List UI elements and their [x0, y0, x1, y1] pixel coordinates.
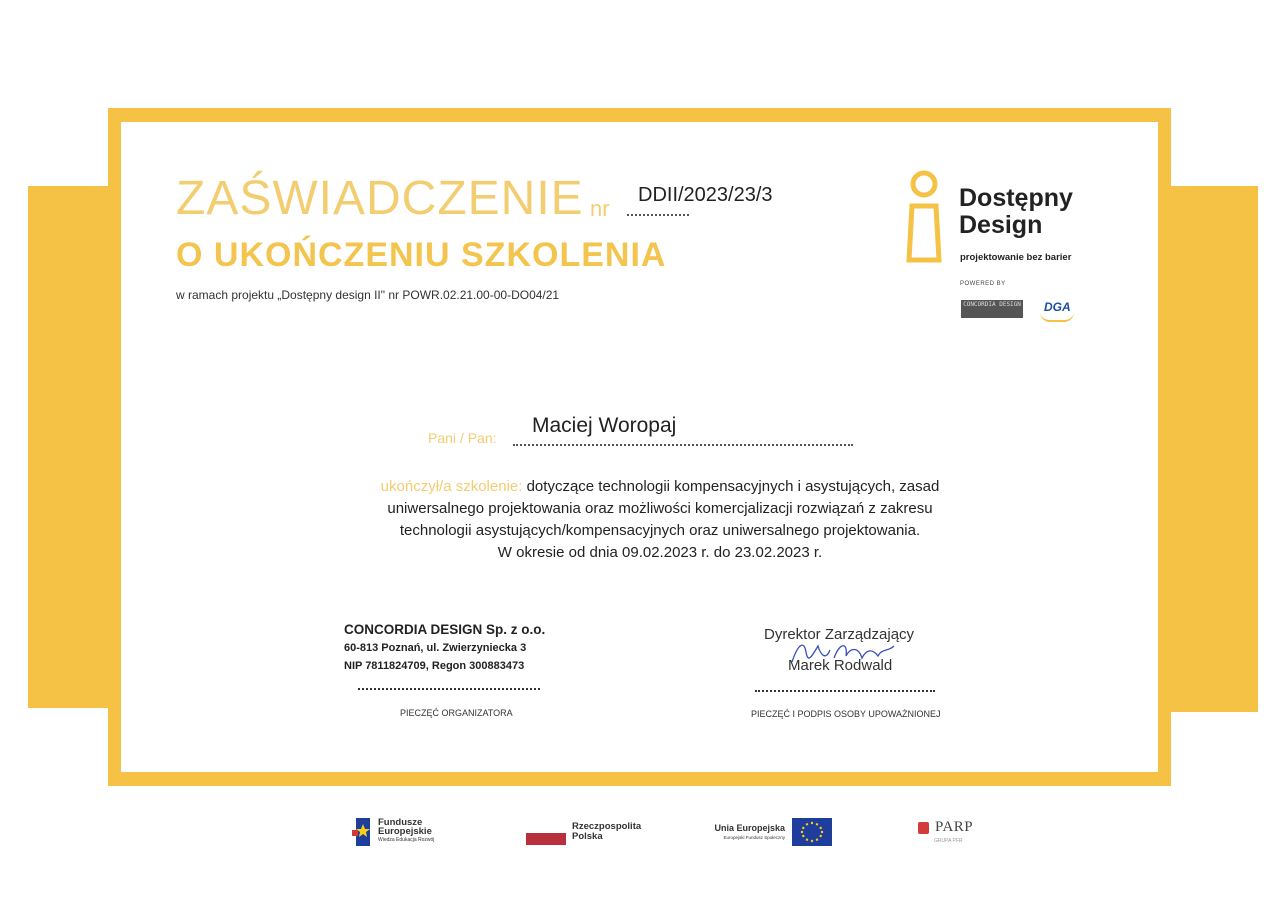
- course-line-3: technologii asystujących/kompensacyjnych oraz uniwersalnego projektowania.: [399, 522, 921, 539]
- logo-name-line1: Dostępny: [959, 184, 1073, 212]
- organizer-stamp: [344, 621, 545, 675]
- polish-flag-icon: [526, 825, 566, 845]
- rzeczpospolita-polska-logo: [572, 822, 641, 842]
- powered-by-label: POWERED BY: [960, 281, 1006, 287]
- organizer-ids: NIP 7811824709, Regon 300883473: [344, 660, 525, 672]
- course-line-1: [340, 476, 980, 498]
- pl-line2: Polska: [572, 831, 603, 842]
- logo-name: [959, 185, 1073, 239]
- fundusze-europejskie-icon: [352, 816, 374, 848]
- fe-line1: Fundusze: [378, 817, 423, 828]
- signatory-title: Dyrektor Zarządzający: [764, 626, 915, 643]
- organizer-name: CONCORDIA DESIGN Sp. z o.o.: [344, 622, 546, 637]
- unia-europejska-logo: [700, 823, 785, 843]
- dga-logo: DGA: [1044, 300, 1071, 314]
- eu-line1: Unia Europejska: [714, 823, 785, 833]
- signatory-dotted-line: [755, 684, 935, 692]
- course-text-1: dotyczące technologii kompensacyjnych i asystujących, zasad: [526, 478, 940, 495]
- organizer-dotted-line: [358, 682, 540, 690]
- concordia-design-logo: CONCORDIA DESIGN: [961, 300, 1023, 318]
- dostepny-design-logo-icon: [904, 170, 944, 266]
- frame-side-right: [1166, 186, 1258, 712]
- eu-flag-icon: [792, 818, 832, 846]
- parp-sub: GRUPA PFR: [934, 838, 963, 844]
- logo-tagline: projektowanie bez barier: [960, 252, 1072, 263]
- course-line-2: uniwersalnego projektowania oraz możliwości komercjalizacji rozwiązań z zakresu: [387, 500, 933, 517]
- parp-logo: PARP: [935, 819, 974, 835]
- recipient-label: Pani / Pan:: [428, 430, 497, 446]
- course-dates: W okresie od dnia 09.02.2023 r. do 23.02.2023 r.: [497, 544, 823, 561]
- frame-side-left: [28, 186, 118, 708]
- logo-name-line2: Design: [959, 211, 1043, 239]
- fundusze-europejskie-logo: [378, 818, 434, 845]
- recipient-name: Maciej Woropaj: [532, 414, 677, 437]
- pl-line1: Rzeczpospolita: [572, 821, 642, 832]
- signatory-name: Marek Rodwald: [788, 657, 893, 674]
- signatory-stamp-label: PIECZĘĆ I PODPIS OSOBY UPOWAŻNIONEJ: [751, 709, 941, 719]
- project-reference: w ramach projektu „Dostępny design II" nr POWR.02.21.00-00-DO04/21: [176, 288, 560, 302]
- fe-line2: Europejskie: [378, 826, 432, 837]
- certificate-subtitle: O UKOŃCZENIU SZKOLENIA: [176, 236, 667, 274]
- number-label: nr: [590, 196, 610, 221]
- certificate-number: DDII/2023/23/3: [638, 184, 773, 206]
- dga-swoosh-icon: [1040, 312, 1074, 322]
- parp-icon: [918, 822, 929, 834]
- organizer-stamp-label: PIECZĘĆ ORGANIZATORA: [400, 708, 513, 718]
- certificate-title: ZAŚWIADCZENIE: [176, 172, 584, 225]
- organizer-address: 60-813 Poznań, ul. Zwierzyniecka 3: [344, 642, 527, 654]
- course-description: [340, 476, 980, 564]
- fe-sub: Wiedza Edukacja Rozwój: [378, 837, 435, 843]
- course-label: ukończył/a szkolenie:: [380, 478, 523, 495]
- eu-sub: Europejski Fundusz Społeczny: [723, 835, 785, 840]
